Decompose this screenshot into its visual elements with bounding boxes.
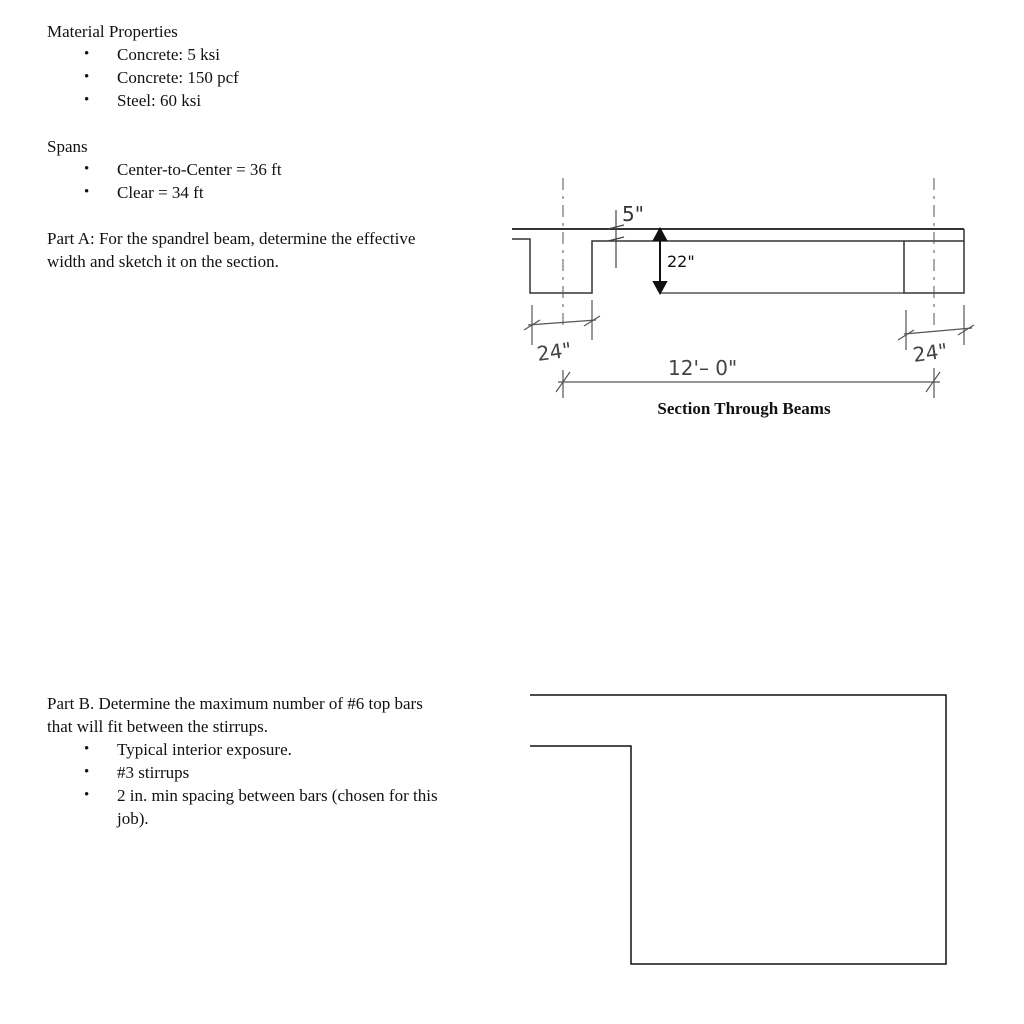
bullet-icon: • [84, 69, 90, 85]
bullet-icon: • [84, 184, 90, 200]
part-b-line-2: that will fit between the stirrups. [47, 717, 268, 736]
list-item: • 2 in. min spacing between bars (chosen for this job). [84, 786, 438, 828]
bullet-icon: • [84, 92, 90, 108]
list-item: • Clear = 34 ft [84, 183, 204, 202]
beam-depth-label: 22" [667, 252, 695, 271]
figure-caption: Section Through Beams [657, 399, 831, 418]
part-a-line-2: width and sketch it on the section. [47, 252, 279, 271]
left-beam-width-label: 24" [535, 337, 574, 366]
list-item: • Center-to-Center = 36 ft [84, 160, 282, 179]
list-item: • Concrete: 150 pcf [84, 68, 239, 87]
part-a-line-1: Part A: For the spandrel beam, determine the effective [47, 229, 416, 248]
slab-thickness-label: 5" [622, 202, 644, 226]
list-item: • Typical interior exposure. [84, 740, 292, 759]
bullet-icon: • [84, 764, 90, 780]
bullet-icon: • [84, 787, 90, 803]
bullet-icon: • [84, 46, 90, 62]
beam-spacing-label: 12'– 0" [668, 356, 738, 380]
bullet-icon: • [84, 161, 90, 177]
right-beam-width-label: 24" [911, 338, 950, 367]
material-properties-heading: Material Properties [47, 22, 178, 41]
bullet-icon: • [84, 741, 90, 757]
spans-heading: Spans [47, 137, 88, 156]
list-item: • Steel: 60 ksi [84, 91, 202, 110]
list-item: • #3 stirrups [84, 763, 190, 782]
list-item: • Concrete: 5 ksi [84, 45, 220, 64]
part-b-line-1: Part B. Determine the maximum number of #6 top bars [47, 694, 423, 713]
l-shaped-section-outline [530, 695, 946, 964]
